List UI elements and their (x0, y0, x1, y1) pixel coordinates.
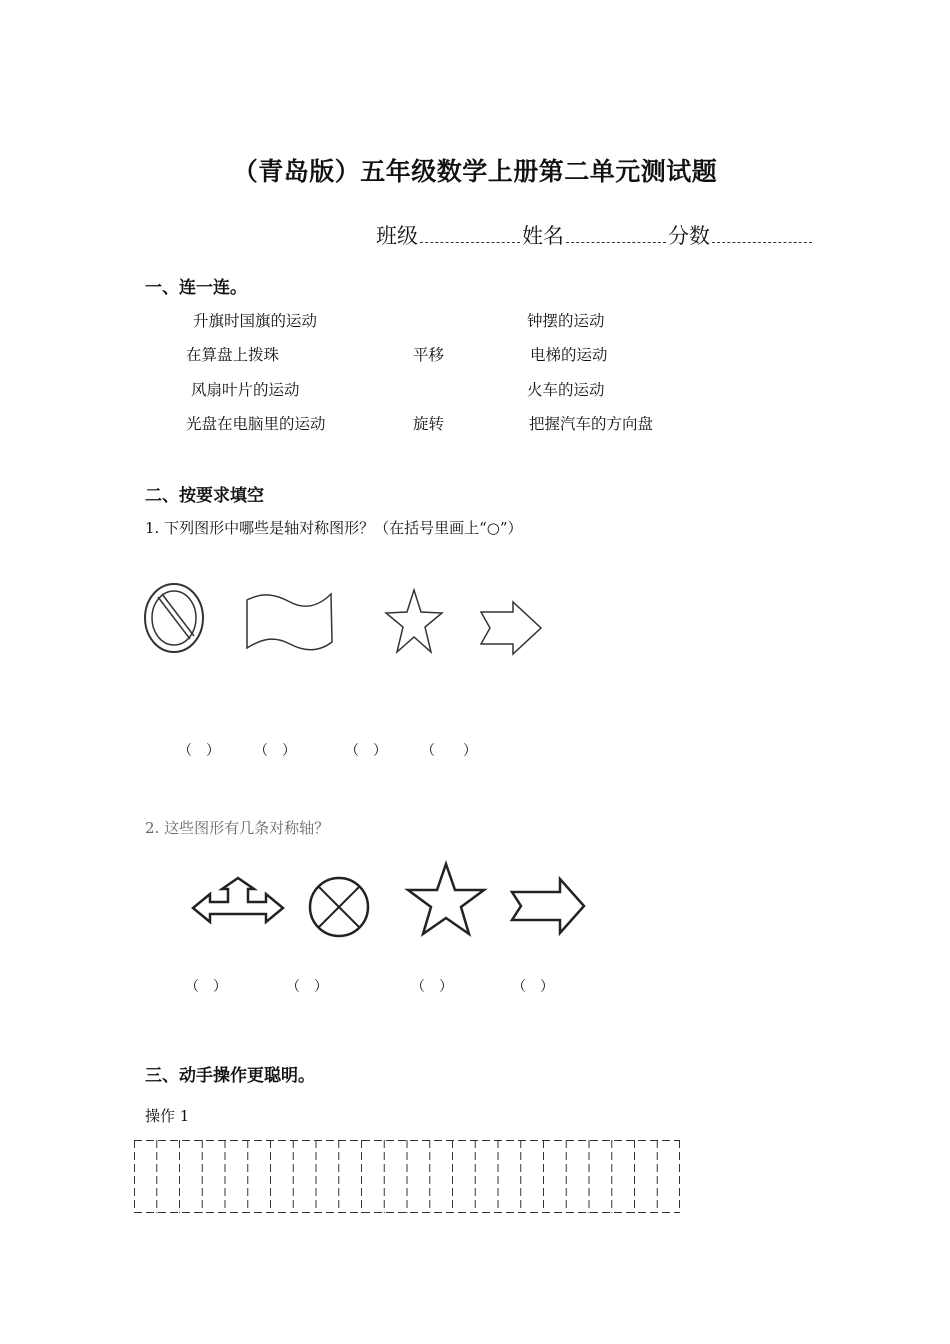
right-item-3[interactable]: 火车的运动 (527, 381, 605, 399)
q2-paren-3[interactable]: （ ） (411, 979, 453, 995)
left-item-4[interactable]: 光盘在电脑里的运动 (186, 415, 326, 433)
left-item-1[interactable]: 升旗时国旗的运动 (193, 312, 318, 330)
right-item-1[interactable]: 钟摆的运动 (527, 312, 605, 330)
student-info-line (376, 220, 814, 250)
q2-paren-4[interactable]: （ ） (512, 979, 554, 995)
dashed-grid[interactable] (134, 1140, 680, 1213)
left-item-2[interactable]: 在算盘上拨珠 (186, 346, 280, 364)
middle-item-rotation[interactable]: 旋转 (413, 415, 445, 433)
star-icon (385, 588, 443, 656)
question-2: 2. 这些图形有几条对称轴？ (145, 819, 330, 837)
name-blank[interactable] (566, 222, 666, 243)
section1-heading: 一、连一连。 (145, 278, 247, 298)
operation-1-label: 操作 1 (145, 1107, 190, 1125)
class-blank[interactable] (420, 222, 520, 243)
page-title: （青岛版）五年级数学上册第二单元测试题 (232, 157, 718, 186)
double-arrow-icon (192, 876, 284, 926)
arrow-icon (480, 600, 544, 656)
q2-paren-1[interactable]: （ ） (185, 979, 227, 995)
left-item-3[interactable]: 风扇叶片的运动 (191, 381, 300, 399)
flag-icon (245, 592, 335, 652)
right-item-4[interactable]: 把握汽车的方向盘 (529, 415, 654, 433)
q1-paren-2[interactable]: （ ） (254, 743, 296, 759)
score-label: 分数 (668, 224, 710, 248)
arrow-icon (510, 877, 586, 935)
q2-paren-2[interactable]: （ ） (286, 979, 328, 995)
right-item-2[interactable]: 电梯的运动 (530, 346, 608, 364)
q1-paren-3[interactable]: （ ） (345, 743, 387, 759)
q1-paren-4[interactable]: （ ） (421, 743, 477, 759)
crossed-circle-icon (307, 875, 371, 939)
name-label: 姓名 (522, 224, 564, 248)
no-sign-icon (144, 583, 206, 655)
section3-heading: 三、动手操作更聪明。 (145, 1066, 315, 1086)
score-blank[interactable] (712, 222, 812, 243)
question-1: 1. 下列图形中哪些是轴对称图形？（在括号里画上“○”） (145, 519, 523, 537)
section2-heading: 二、按要求填空 (145, 486, 264, 506)
class-label: 班级 (376, 224, 418, 248)
star-icon (406, 862, 486, 936)
q1-paren-1[interactable]: （ ） (178, 743, 220, 759)
middle-item-translation[interactable]: 平移 (413, 346, 445, 364)
